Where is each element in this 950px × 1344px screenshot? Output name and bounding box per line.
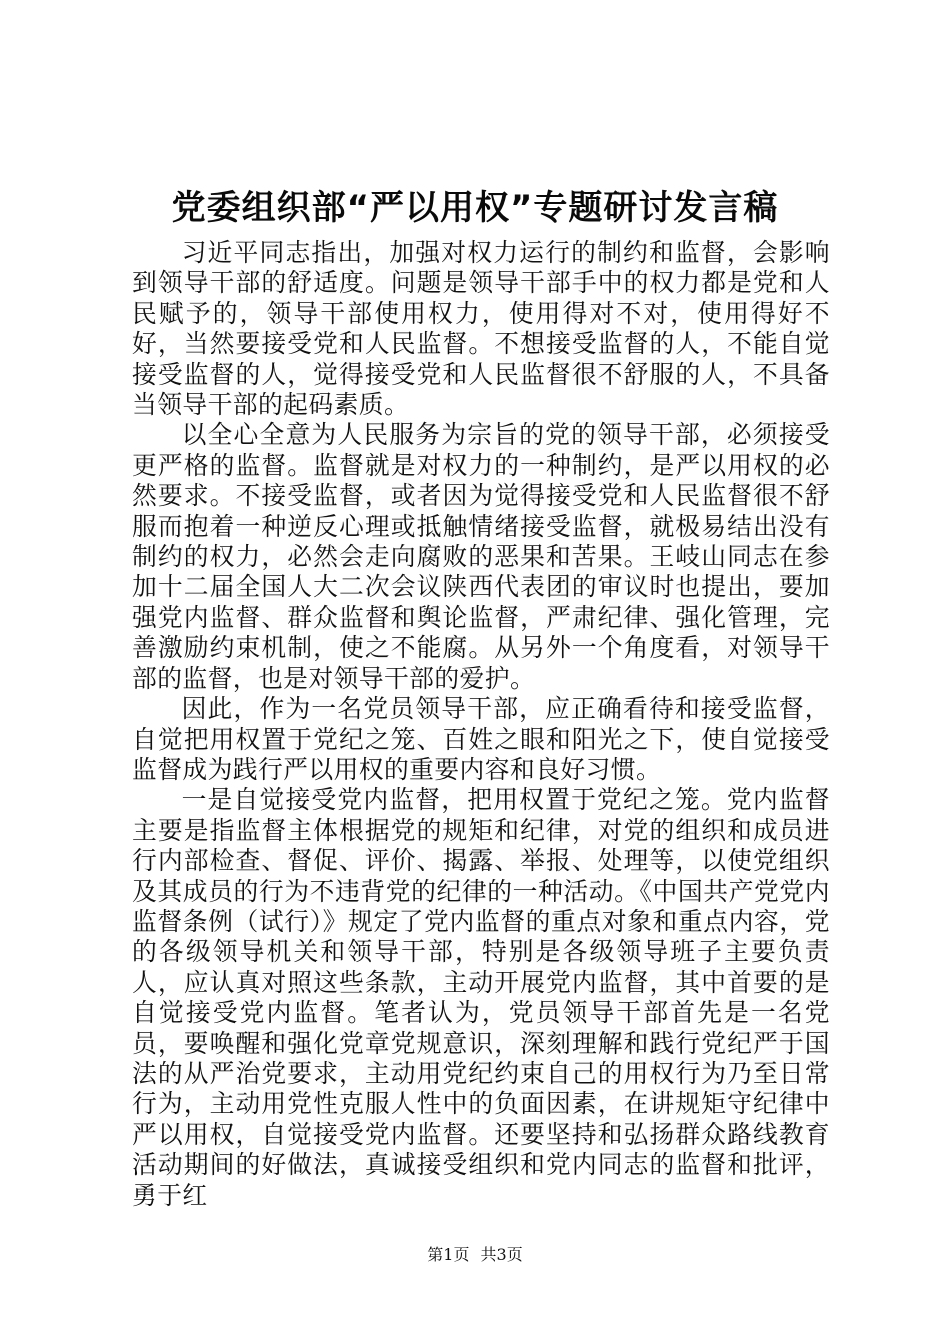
document-title: 党委组织部“严以用权”专题研讨发言稿 [171,188,779,228]
page-number: 第1页 [427,1245,470,1264]
document-body [132,238,830,1211]
paragraph: 一是自觉接受党内监督，把用权置于党纪之笼。党内监督主要是指监督主体根据党的规矩和纪律，对党的组织和成员进行内部检查、督促、评价、揭露、举报、处理等，以使党组织及其成员的行为不违背党的纪律的一种活动。《中国共产党党内监督条例（试行）》规定了党内监督的重点对象和重点内容，党的各级领导机关和领导干部，特别是各级领导班子主要负责人，应认真对照这些条款，主动开展党内监督，其中首要的是自觉接受党内监督。笔者认为，党员领导干部首先是一名党员，要唤醒和强化党章党规意识，深刻理解和践行党纪严于国法的从严治党要求，主动用党纪约束自己的用权行为乃至日常行为，主动用党性克服人性中的负面因素，在讲规矩守纪律中严以用权，自觉接受党内监督。还要坚持和弘扬群众路线教育活动期间的好做法，真诚接受组织和党内同志的监督和批评，勇于红 [132,785,830,1210]
paragraph: 以全心全意为人民服务为宗旨的党的领导干部，必须接受更严格的监督。监督就是对权力的一种制约，是严以用权的必然要求。不接受监督，或者因为觉得接受党和人民监督很不舒服而抱着一种逆反心理或抵触情绪接受监督，就极易结出没有制约的权力，必然会走向腐败的恶果和苦果。王岐山同志在参加十二届全国人大二次会议陕西代表团的审议时也提出，要加强党内监督、群众监督和舆论监督，严肃纪律、强化管理，完善激励约束机制，使之不能腐。从另外一个角度看，对领导干部的监督，也是对领导干部的爱护。 [132,420,830,693]
paragraph: 习近平同志指出，加强对权力运行的制约和监督，会影响到领导干部的舒适度。问题是领导干部手中的权力都是党和人民赋予的，领导干部使用权力，使用得对不对，使用得好不好，当然要接受党和人民监督。不想接受监督的人，不能自觉接受监督的人，觉得接受党和人民监督很不舒服的人，不具备当领导干部的起码素质。 [132,238,830,420]
paragraph: 因此，作为一名党员领导干部，应正确看待和接受监督，自觉把用权置于党纪之笼、百姓之眼和阳光之下，使自觉接受监督成为践行严以用权的重要内容和良好习惯。 [132,694,830,784]
page-footer [0,1243,950,1267]
page-total: 共3页 [480,1245,523,1264]
